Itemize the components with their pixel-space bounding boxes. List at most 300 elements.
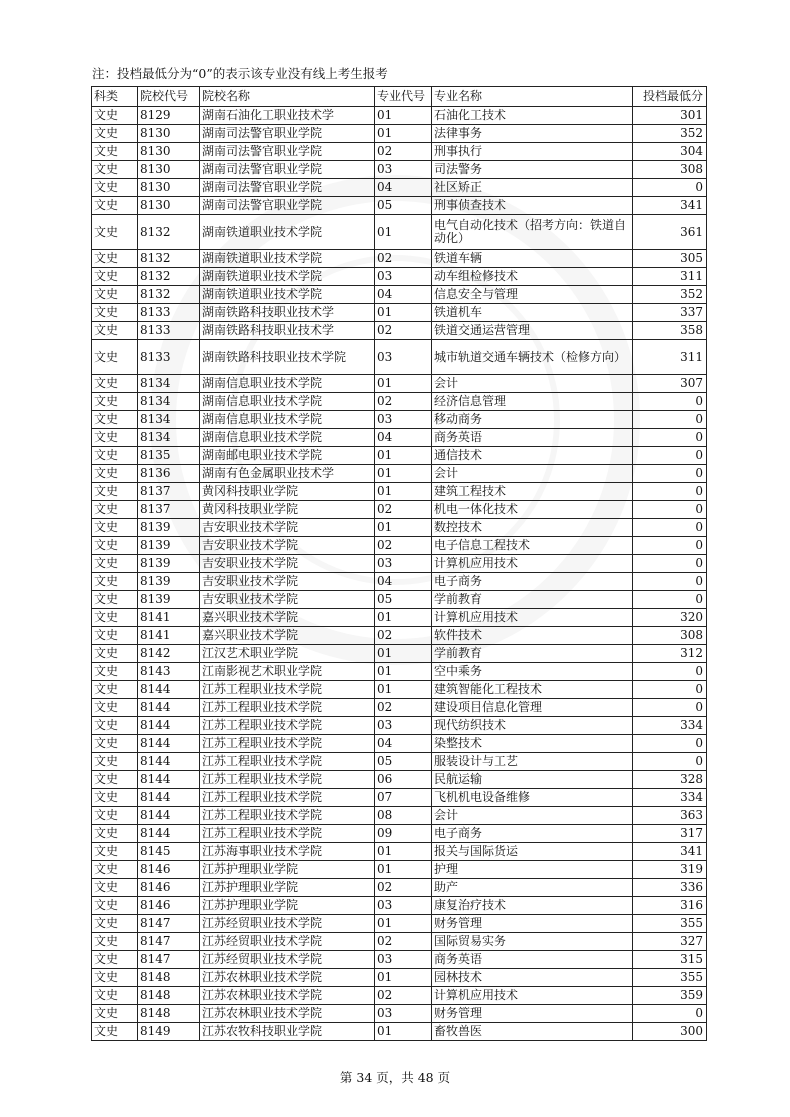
cell-school-code: 8132 — [138, 286, 200, 304]
cell-min-score: 336 — [633, 879, 707, 897]
cell-school-name: 黄冈科技职业学院 — [200, 501, 375, 519]
cell-major-code: 01 — [375, 843, 432, 861]
table-row — [92, 753, 707, 771]
cell-school-code: 8134 — [138, 429, 200, 447]
cell-school-code: 8130 — [138, 161, 200, 179]
cell-category: 文史 — [92, 537, 138, 555]
cell-school-code: 8133 — [138, 304, 200, 322]
cell-school-code: 8139 — [138, 537, 200, 555]
cell-category: 文史 — [92, 879, 138, 897]
cell-min-score: 0 — [633, 1005, 707, 1023]
cell-category: 文史 — [92, 447, 138, 465]
cell-min-score: 0 — [633, 483, 707, 501]
cell-major-code: 03 — [375, 161, 432, 179]
table-row — [92, 987, 707, 1005]
cell-category: 文史 — [92, 179, 138, 197]
cell-category: 文史 — [92, 286, 138, 304]
cell-major-code: 02 — [375, 250, 432, 268]
cell-school-code: 8144 — [138, 735, 200, 753]
cell-min-score: 355 — [633, 915, 707, 933]
cell-min-score: 315 — [633, 951, 707, 969]
cell-major-name: 社区矫正 — [432, 179, 633, 197]
cell-major-name: 电子商务 — [432, 825, 633, 843]
cell-major-code: 04 — [375, 429, 432, 447]
cell-school-name: 江苏经贸职业技术学院 — [200, 915, 375, 933]
cell-major-code: 03 — [375, 897, 432, 915]
cell-min-score: 308 — [633, 627, 707, 645]
cell-min-score: 337 — [633, 304, 707, 322]
table-note: 注：投档最低分为“0”的表示该专业没有线上考生报考 — [92, 66, 388, 81]
table-row — [92, 483, 707, 501]
cell-major-name: 铁道交通运营管理 — [432, 322, 633, 340]
cell-major-code: 02 — [375, 537, 432, 555]
cell-major-code: 03 — [375, 555, 432, 573]
cell-major-name: 园林技术 — [432, 969, 633, 987]
table-row — [92, 393, 707, 411]
cell-category: 文史 — [92, 915, 138, 933]
cell-category: 文史 — [92, 969, 138, 987]
table-row — [92, 609, 707, 627]
cell-category: 文史 — [92, 161, 138, 179]
cell-school-name: 湖南铁道职业技术学院 — [200, 268, 375, 286]
cell-major-code: 01 — [375, 1023, 432, 1041]
cell-school-name: 江苏护理职业学院 — [200, 897, 375, 915]
cell-major-name: 飞机机电设备维修 — [432, 789, 633, 807]
table-row — [92, 375, 707, 393]
table-row — [92, 429, 707, 447]
cell-min-score: 334 — [633, 717, 707, 735]
cell-major-name: 机电一体化技术 — [432, 501, 633, 519]
cell-major-code: 01 — [375, 125, 432, 143]
cell-min-score: 0 — [633, 699, 707, 717]
table-row — [92, 789, 707, 807]
table-row — [92, 897, 707, 915]
table-row — [92, 107, 707, 125]
cell-min-score: 363 — [633, 807, 707, 825]
cell-major-code: 04 — [375, 573, 432, 591]
cell-category: 文史 — [92, 268, 138, 286]
cell-major-code: 01 — [375, 375, 432, 393]
cell-major-name: 建筑智能化工程技术 — [432, 681, 633, 699]
cell-school-code: 8130 — [138, 179, 200, 197]
cell-school-code: 8144 — [138, 699, 200, 717]
cell-category: 文史 — [92, 125, 138, 143]
header-major-code: 专业代号 — [375, 87, 432, 107]
cell-school-name: 湖南司法警官职业学院 — [200, 161, 375, 179]
cell-min-score: 341 — [633, 843, 707, 861]
cell-category: 文史 — [92, 322, 138, 340]
cell-min-score: 0 — [633, 663, 707, 681]
cell-category: 文史 — [92, 591, 138, 609]
table-row — [92, 411, 707, 429]
cell-major-code: 02 — [375, 393, 432, 411]
cell-school-code: 8134 — [138, 411, 200, 429]
cell-major-code: 01 — [375, 969, 432, 987]
table-row — [92, 915, 707, 933]
cell-major-code: 04 — [375, 286, 432, 304]
cell-major-name: 城市轨道交通车辆技术（检修方向） — [432, 340, 633, 375]
cell-major-code: 01 — [375, 465, 432, 483]
cell-major-name: 铁道车辆 — [432, 250, 633, 268]
cell-major-name: 计算机应用技术 — [432, 609, 633, 627]
cell-major-code: 02 — [375, 627, 432, 645]
cell-category: 文史 — [92, 843, 138, 861]
cell-school-code: 8132 — [138, 250, 200, 268]
cell-major-name: 财务管理 — [432, 1005, 633, 1023]
cell-category: 文史 — [92, 107, 138, 125]
cell-major-code: 04 — [375, 179, 432, 197]
cell-major-name: 电子信息工程技术 — [432, 537, 633, 555]
cell-school-name: 湖南信息职业技术学院 — [200, 393, 375, 411]
cell-school-name: 湖南信息职业技术学院 — [200, 375, 375, 393]
cell-school-name: 黄冈科技职业学院 — [200, 483, 375, 501]
cell-min-score: 352 — [633, 125, 707, 143]
cell-school-name: 江苏农牧科技职业学院 — [200, 1023, 375, 1041]
cell-major-code: 01 — [375, 663, 432, 681]
cell-major-name: 服装设计与工艺 — [432, 753, 633, 771]
cell-school-name: 江苏护理职业学院 — [200, 879, 375, 897]
cell-category: 文史 — [92, 807, 138, 825]
cell-min-score: 300 — [633, 1023, 707, 1041]
cell-school-code: 8129 — [138, 107, 200, 125]
table-row — [92, 717, 707, 735]
cell-school-name: 湖南铁道职业技术学院 — [200, 215, 375, 250]
cell-major-name: 护理 — [432, 861, 633, 879]
cell-school-name: 江苏农林职业技术学院 — [200, 969, 375, 987]
cell-school-name: 江南影视艺术职业学院 — [200, 663, 375, 681]
cell-school-name: 湖南信息职业技术学院 — [200, 429, 375, 447]
cell-category: 文史 — [92, 1023, 138, 1041]
cell-major-code: 05 — [375, 591, 432, 609]
cell-school-code: 8130 — [138, 197, 200, 215]
cell-school-code: 8134 — [138, 375, 200, 393]
cell-school-code: 8147 — [138, 933, 200, 951]
cell-category: 文史 — [92, 501, 138, 519]
cell-min-score: 312 — [633, 645, 707, 663]
header-category: 科类 — [92, 87, 138, 107]
cell-major-name: 刑事执行 — [432, 143, 633, 161]
table-row — [92, 825, 707, 843]
cell-school-name: 湖南石油化工职业技术学 — [200, 107, 375, 125]
cell-major-code: 01 — [375, 645, 432, 663]
table-row — [92, 268, 707, 286]
cell-category: 文史 — [92, 197, 138, 215]
table-row — [92, 879, 707, 897]
cell-school-name: 吉安职业技术学院 — [200, 537, 375, 555]
cell-major-name: 康复治疗技术 — [432, 897, 633, 915]
cell-school-name: 江苏护理职业学院 — [200, 861, 375, 879]
cell-school-name: 湖南铁道职业技术学院 — [200, 250, 375, 268]
cell-school-name: 江苏农林职业技术学院 — [200, 987, 375, 1005]
cell-school-code: 8139 — [138, 555, 200, 573]
table-row — [92, 179, 707, 197]
cell-major-code: 08 — [375, 807, 432, 825]
cell-school-code: 8137 — [138, 483, 200, 501]
cell-major-name: 计算机应用技术 — [432, 555, 633, 573]
cell-min-score: 0 — [633, 429, 707, 447]
cell-school-code: 8147 — [138, 951, 200, 969]
cell-major-code: 01 — [375, 483, 432, 501]
cell-major-code: 01 — [375, 107, 432, 125]
cell-school-name: 江苏工程职业技术学院 — [200, 825, 375, 843]
cell-school-name: 江苏工程职业技术学院 — [200, 717, 375, 735]
cell-major-name: 会计 — [432, 375, 633, 393]
cell-major-name: 铁道机车 — [432, 304, 633, 322]
cell-school-name: 湖南司法警官职业学院 — [200, 125, 375, 143]
cell-min-score: 305 — [633, 250, 707, 268]
cell-category: 文史 — [92, 825, 138, 843]
cell-category: 文史 — [92, 699, 138, 717]
cell-school-name: 湖南司法警官职业学院 — [200, 143, 375, 161]
cell-school-name: 湖南司法警官职业学院 — [200, 197, 375, 215]
table-row — [92, 215, 707, 250]
cell-school-name: 湖南邮电职业技术学院 — [200, 447, 375, 465]
cell-school-name: 嘉兴职业技术学院 — [200, 609, 375, 627]
table-row — [92, 591, 707, 609]
cell-school-code: 8136 — [138, 465, 200, 483]
cell-category: 文史 — [92, 735, 138, 753]
table-row — [92, 125, 707, 143]
cell-major-code: 03 — [375, 411, 432, 429]
cell-major-name: 建筑工程技术 — [432, 483, 633, 501]
table-row — [92, 161, 707, 179]
table-row — [92, 663, 707, 681]
cell-category: 文史 — [92, 215, 138, 250]
cell-major-code: 09 — [375, 825, 432, 843]
cell-major-code: 01 — [375, 304, 432, 322]
cell-major-code: 03 — [375, 951, 432, 969]
cell-category: 文史 — [92, 717, 138, 735]
cell-category: 文史 — [92, 393, 138, 411]
cell-min-score: 0 — [633, 573, 707, 591]
cell-min-score: 317 — [633, 825, 707, 843]
cell-school-code: 8143 — [138, 663, 200, 681]
cell-major-name: 会计 — [432, 807, 633, 825]
table-row — [92, 969, 707, 987]
cell-school-code: 8139 — [138, 573, 200, 591]
cell-major-name: 刑事侦查技术 — [432, 197, 633, 215]
cell-category: 文史 — [92, 627, 138, 645]
cell-major-name: 国际贸易实务 — [432, 933, 633, 951]
cell-min-score: 0 — [633, 393, 707, 411]
cell-major-name: 经济信息管理 — [432, 393, 633, 411]
cell-min-score: 311 — [633, 268, 707, 286]
cell-school-code: 8132 — [138, 215, 200, 250]
table-row — [92, 951, 707, 969]
cell-school-name: 江苏工程职业技术学院 — [200, 735, 375, 753]
cell-major-code: 01 — [375, 861, 432, 879]
cell-min-score: 328 — [633, 771, 707, 789]
cell-major-code: 01 — [375, 215, 432, 250]
cell-major-name: 空中乘务 — [432, 663, 633, 681]
admission-score-table — [91, 86, 707, 1041]
cell-school-code: 8134 — [138, 393, 200, 411]
table-row — [92, 861, 707, 879]
cell-min-score: 361 — [633, 215, 707, 250]
table-body — [92, 107, 707, 1041]
cell-major-code: 01 — [375, 609, 432, 627]
cell-min-score: 307 — [633, 375, 707, 393]
header-school-name: 院校名称 — [200, 87, 375, 107]
cell-min-score: 359 — [633, 987, 707, 1005]
cell-major-name: 电子商务 — [432, 573, 633, 591]
cell-major-code: 02 — [375, 933, 432, 951]
cell-category: 文史 — [92, 771, 138, 789]
cell-min-score: 0 — [633, 735, 707, 753]
cell-min-score: 0 — [633, 465, 707, 483]
cell-category: 文史 — [92, 681, 138, 699]
cell-school-name: 湖南铁路科技职业技术学 — [200, 304, 375, 322]
cell-school-name: 吉安职业技术学院 — [200, 591, 375, 609]
cell-min-score: 355 — [633, 969, 707, 987]
cell-school-code: 8144 — [138, 681, 200, 699]
cell-category: 文史 — [92, 429, 138, 447]
table-row — [92, 143, 707, 161]
table-row — [92, 933, 707, 951]
cell-school-code: 8141 — [138, 627, 200, 645]
cell-major-name: 助产 — [432, 879, 633, 897]
cell-school-name: 江苏经贸职业技术学院 — [200, 933, 375, 951]
cell-category: 文史 — [92, 753, 138, 771]
cell-school-name: 吉安职业技术学院 — [200, 573, 375, 591]
cell-major-name: 商务英语 — [432, 951, 633, 969]
header-min-score: 投档最低分 — [633, 87, 707, 107]
cell-school-code: 8145 — [138, 843, 200, 861]
cell-category: 文史 — [92, 411, 138, 429]
cell-min-score: 0 — [633, 501, 707, 519]
cell-major-code: 03 — [375, 340, 432, 375]
cell-major-code: 06 — [375, 771, 432, 789]
cell-major-name: 移动商务 — [432, 411, 633, 429]
cell-school-code: 8141 — [138, 609, 200, 627]
cell-school-code: 8146 — [138, 861, 200, 879]
cell-major-name: 计算机应用技术 — [432, 987, 633, 1005]
cell-major-code: 02 — [375, 322, 432, 340]
cell-major-name: 学前教育 — [432, 591, 633, 609]
cell-school-name: 江苏工程职业技术学院 — [200, 753, 375, 771]
cell-school-name: 江苏工程职业技术学院 — [200, 699, 375, 717]
cell-school-code: 8130 — [138, 143, 200, 161]
cell-min-score: 308 — [633, 161, 707, 179]
table-row — [92, 645, 707, 663]
cell-category: 文史 — [92, 951, 138, 969]
cell-major-code: 07 — [375, 789, 432, 807]
cell-school-code: 8142 — [138, 645, 200, 663]
cell-major-name: 通信技术 — [432, 447, 633, 465]
cell-major-name: 数控技术 — [432, 519, 633, 537]
table-row — [92, 555, 707, 573]
cell-major-name: 染整技术 — [432, 735, 633, 753]
cell-school-code: 8146 — [138, 879, 200, 897]
table-row — [92, 807, 707, 825]
cell-school-name: 江苏海事职业技术学院 — [200, 843, 375, 861]
table-row — [92, 771, 707, 789]
cell-major-code: 01 — [375, 519, 432, 537]
cell-category: 文史 — [92, 304, 138, 322]
cell-min-score: 0 — [633, 537, 707, 555]
cell-major-code: 02 — [375, 879, 432, 897]
cell-major-name: 司法警务 — [432, 161, 633, 179]
table-row — [92, 735, 707, 753]
table-row — [92, 322, 707, 340]
cell-min-score: 301 — [633, 107, 707, 125]
cell-min-score: 0 — [633, 591, 707, 609]
cell-major-name: 现代纺织技术 — [432, 717, 633, 735]
table-row — [92, 681, 707, 699]
cell-school-code: 8144 — [138, 717, 200, 735]
cell-school-name: 吉安职业技术学院 — [200, 519, 375, 537]
cell-category: 文史 — [92, 555, 138, 573]
table-row — [92, 1023, 707, 1041]
cell-major-code: 02 — [375, 143, 432, 161]
cell-major-name: 畜牧兽医 — [432, 1023, 633, 1041]
cell-category: 文史 — [92, 897, 138, 915]
table-row — [92, 699, 707, 717]
cell-school-name: 湖南司法警官职业学院 — [200, 179, 375, 197]
header-row — [92, 87, 707, 107]
cell-school-name: 湖南铁路科技职业技术学 — [200, 322, 375, 340]
cell-category: 文史 — [92, 645, 138, 663]
cell-major-code: 05 — [375, 197, 432, 215]
cell-major-code: 03 — [375, 268, 432, 286]
cell-major-name: 民航运输 — [432, 771, 633, 789]
cell-school-code: 8148 — [138, 969, 200, 987]
cell-major-code: 01 — [375, 915, 432, 933]
table-row — [92, 250, 707, 268]
cell-major-name: 软件技术 — [432, 627, 633, 645]
cell-school-name: 吉安职业技术学院 — [200, 555, 375, 573]
cell-school-code: 8144 — [138, 789, 200, 807]
cell-school-code: 8137 — [138, 501, 200, 519]
cell-major-name: 动车组检修技术 — [432, 268, 633, 286]
table-row — [92, 537, 707, 555]
cell-major-code: 05 — [375, 753, 432, 771]
cell-major-code: 01 — [375, 681, 432, 699]
cell-min-score: 319 — [633, 861, 707, 879]
cell-school-name: 江苏工程职业技术学院 — [200, 807, 375, 825]
cell-school-name: 江汉艺术职业学院 — [200, 645, 375, 663]
cell-min-score: 316 — [633, 897, 707, 915]
cell-min-score: 0 — [633, 411, 707, 429]
table-row — [92, 304, 707, 322]
cell-school-code: 8148 — [138, 1005, 200, 1023]
cell-major-code: 03 — [375, 1005, 432, 1023]
cell-school-code: 8139 — [138, 519, 200, 537]
cell-school-code: 8144 — [138, 771, 200, 789]
table-row — [92, 519, 707, 537]
cell-major-name: 财务管理 — [432, 915, 633, 933]
cell-min-score: 334 — [633, 789, 707, 807]
cell-min-score: 0 — [633, 179, 707, 197]
cell-school-code: 8132 — [138, 268, 200, 286]
table-row — [92, 501, 707, 519]
cell-min-score: 0 — [633, 519, 707, 537]
cell-school-name: 江苏工程职业技术学院 — [200, 789, 375, 807]
cell-min-score: 304 — [633, 143, 707, 161]
cell-category: 文史 — [92, 483, 138, 501]
cell-category: 文史 — [92, 465, 138, 483]
cell-min-score: 0 — [633, 681, 707, 699]
table-row — [92, 197, 707, 215]
cell-min-score: 320 — [633, 609, 707, 627]
cell-school-name: 江苏经贸职业技术学院 — [200, 951, 375, 969]
cell-major-code: 02 — [375, 699, 432, 717]
cell-min-score: 358 — [633, 322, 707, 340]
cell-major-code: 03 — [375, 717, 432, 735]
table-row — [92, 286, 707, 304]
table-row — [92, 340, 707, 375]
cell-category: 文史 — [92, 789, 138, 807]
